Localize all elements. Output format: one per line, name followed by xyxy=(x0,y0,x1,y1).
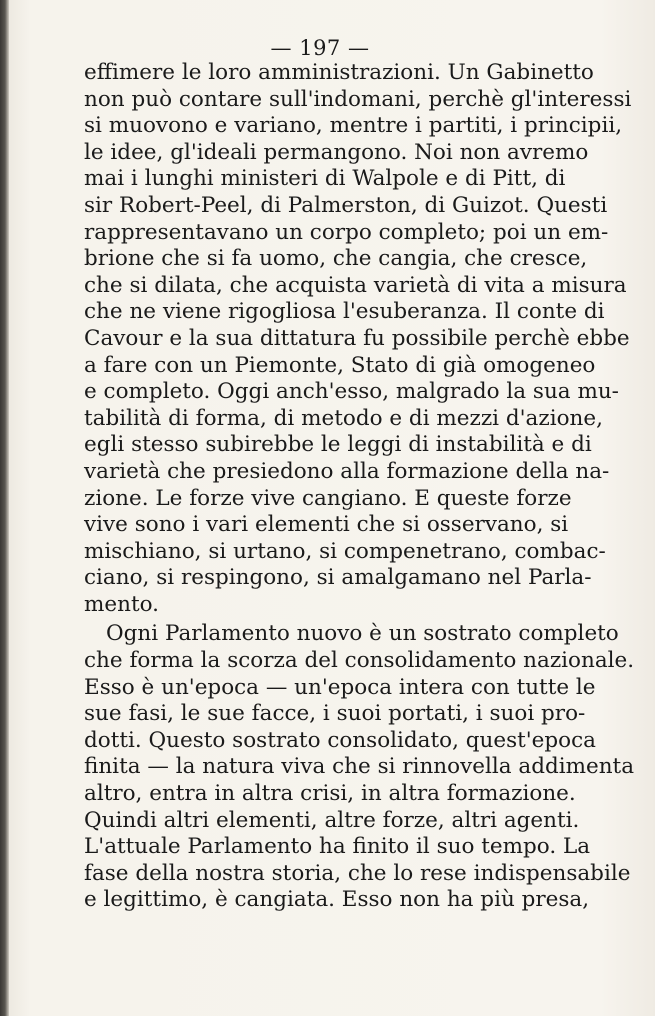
text-line: mai i lunghi ministeri di Walpole e di Pitt, di xyxy=(84,166,566,192)
text-line: dotti. Questo sostrato consolidato, quest'epoca xyxy=(84,727,596,753)
text-line: Quindi altri elementi, altre forze, altri agenti. xyxy=(84,807,580,833)
text-line: mischiano, si urtano, si compenetrano, combac- xyxy=(84,538,606,564)
page-number: — 197 — xyxy=(270,36,370,60)
page-binding-edge xyxy=(0,0,9,1016)
text-line: ciano, si respingono, si amalgamano nel Parla- xyxy=(84,565,592,591)
paragraph-2 xyxy=(84,621,635,914)
text-line: sue fasi, le sue facce, i suoi portati, i suoi pro- xyxy=(84,701,586,727)
text-line: mento. xyxy=(84,591,159,617)
body-text xyxy=(84,60,635,914)
text-line: brione che si fa uomo, che cangia, che cresce, xyxy=(84,246,588,272)
text-line: e completo. Oggi anch'esso, malgrado la sua mu- xyxy=(84,379,619,405)
text-line: L'attuale Parlamento ha finito il suo tempo. La xyxy=(84,834,591,860)
text-line: e legittimo, è cangiata. Esso non ha più presa, xyxy=(84,887,590,913)
text-line: altro, entra in altra crisi, in altra formazione. xyxy=(84,781,576,807)
text-line: le idee, gl'ideali permangono. Noi non avremo xyxy=(84,139,589,165)
text-line: a fare con un Piemonte, Stato di già omogeneo xyxy=(84,352,596,378)
text-line: zione. Le forze vive cangiano. E queste forze xyxy=(84,485,572,511)
text-line: vive sono i vari elementi che si osservano, si xyxy=(84,512,569,538)
text-line: egli stesso subirebbe le leggi di instabilità e di xyxy=(84,432,592,458)
text-line: effimere le loro amministrazioni. Un Gabinetto xyxy=(84,60,594,85)
text-line: Esso è un'epoca — un'epoca intera con tutte le xyxy=(84,674,596,700)
text-line: non può contare sull'indomani, perchè gl'interessi xyxy=(84,86,632,112)
text-line: varietà che presiedono alla formazione della na- xyxy=(84,458,610,484)
text-line: che si dilata, che acquista varietà di vita a misura xyxy=(84,272,627,298)
text-line: si muovono e variano, mentre i partiti, i principii, xyxy=(84,113,623,139)
text-line: che forma la scorza del consolidamento nazionale. xyxy=(84,648,635,674)
text-line: rappresentavano un corpo completo; poi un em- xyxy=(84,219,609,245)
text-line: fase della nostra storia, che lo rese indispensabile xyxy=(84,860,631,886)
text-line: che ne viene rigogliosa l'esuberanza. Il conte di xyxy=(84,299,605,325)
text-line: Cavour e la sua dittatura fu possibile perchè ebbe xyxy=(84,325,630,351)
paragraph-1 xyxy=(84,60,632,618)
text-line: sir Robert-Peel, di Palmerston, di Guizot. Questi xyxy=(84,192,608,218)
text-line: finita — la natura viva che si rinnovella addimenta xyxy=(84,754,635,780)
text-line: Ogni Parlamento nuovo è un sostrato completo xyxy=(106,621,619,647)
text-line: tabilità di forma, di metodo e di mezzi d'azione, xyxy=(84,405,603,431)
